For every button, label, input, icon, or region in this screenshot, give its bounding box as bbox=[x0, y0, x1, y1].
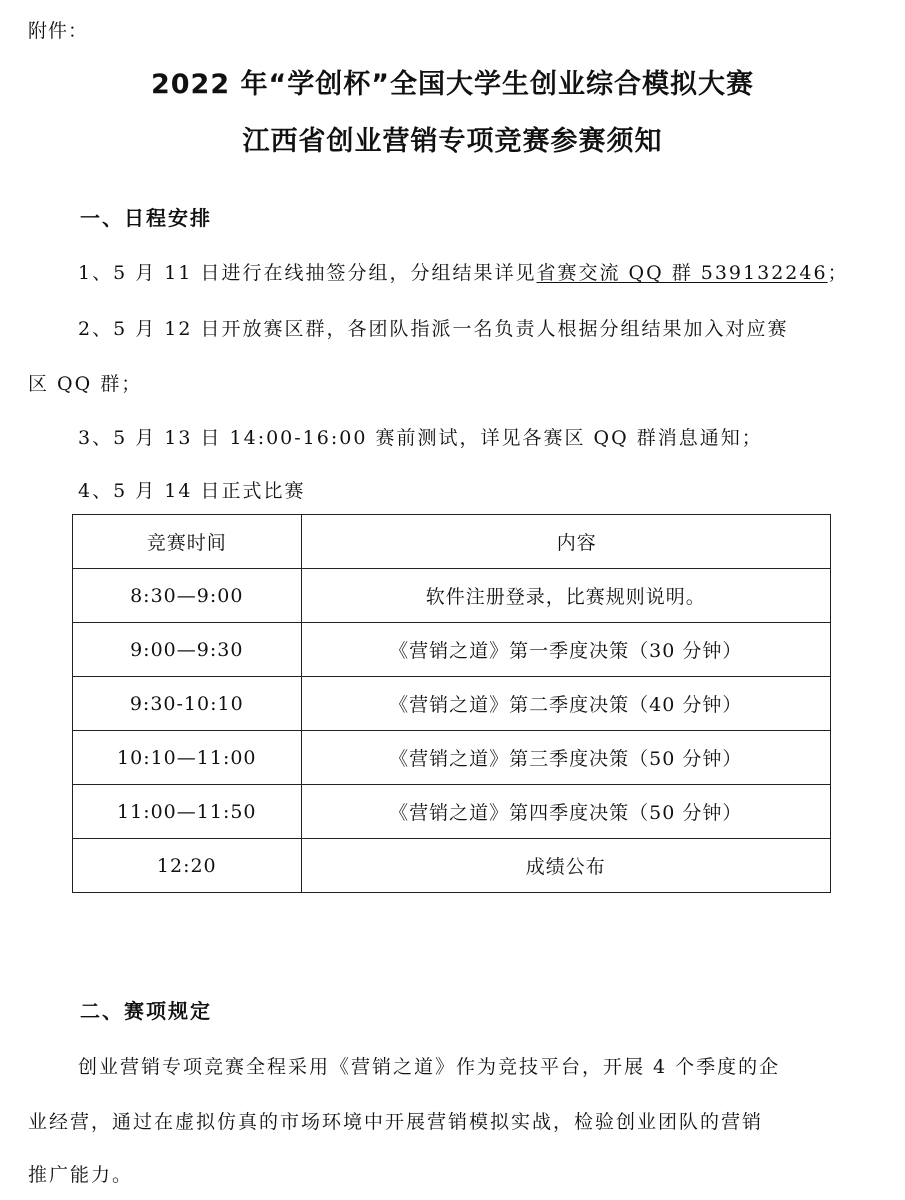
table-header-content: 内容 bbox=[301, 515, 830, 569]
table-cell-time: 9:00—9:30 bbox=[73, 623, 302, 677]
table-cell-time: 10:10—11:00 bbox=[73, 731, 302, 785]
schedule-item-1-prefix: 1、5 月 11 日进行在线抽签分组，分组结果详见 bbox=[78, 262, 537, 284]
table-row bbox=[73, 839, 831, 893]
table-cell-time: 11:00—11:50 bbox=[73, 785, 302, 839]
schedule-item-4: 4、5 月 14 日正式比赛 bbox=[78, 480, 306, 502]
attachment-label: 附件： bbox=[28, 20, 89, 42]
document-title-line-1: 2022 年“学创杯”全国大学生创业综合模拟大赛 bbox=[150, 69, 755, 100]
table-row bbox=[73, 623, 831, 677]
table-cell-time: 9:30-10:10 bbox=[73, 677, 302, 731]
section-heading-rules: 二、赛项规定 bbox=[80, 999, 212, 1023]
table-header-time: 竞赛时间 bbox=[73, 515, 302, 569]
table-cell-content: 《营销之道》第三季度决策（50 分钟） bbox=[301, 731, 830, 785]
table-cell-content: 《营销之道》第二季度决策（40 分钟） bbox=[301, 677, 830, 731]
schedule-item-2-line-2: 区 QQ 群； bbox=[28, 373, 143, 395]
document-title-line-2: 江西省创业营销专项竞赛参赛须知 bbox=[242, 126, 663, 157]
table-cell-time: 12:20 bbox=[73, 839, 302, 893]
table-cell-content: 《营销之道》第四季度决策（50 分钟） bbox=[301, 785, 830, 839]
table-row bbox=[73, 785, 831, 839]
schedule-table bbox=[72, 514, 831, 893]
rules-paragraph-line-2: 业经营，通过在虚拟仿真的市场环境中开展营销模拟实战，检验创业团队的营销 bbox=[28, 1111, 764, 1133]
table-cell-content: 软件注册登录，比赛规则说明。 bbox=[301, 569, 830, 623]
table-row bbox=[73, 677, 831, 731]
table-row bbox=[73, 731, 831, 785]
schedule-item-3: 3、5 月 13 日 14:00-16:00 赛前测试，详见各赛区 QQ 群消息通知； bbox=[78, 427, 763, 449]
qq-group-link: 省赛交流 QQ 群 539132246 bbox=[536, 262, 828, 284]
schedule-item-2-line-1: 2、5 月 12 日开放赛区群，各团队指派一名负责人根据分组结果加入对应赛 bbox=[78, 318, 789, 340]
table-cell-content: 成绩公布 bbox=[301, 839, 830, 893]
rules-paragraph-line-3: 推广能力。 bbox=[28, 1164, 134, 1186]
table-header-row bbox=[73, 515, 831, 569]
schedule-item-1 bbox=[78, 258, 905, 285]
schedule-item-1-suffix: ； bbox=[827, 262, 849, 284]
table-cell-content: 《营销之道》第一季度决策（30 分钟） bbox=[301, 623, 830, 677]
rules-paragraph-line-1: 创业营销专项竞赛全程采用《营销之道》作为竞技平台，开展 4 个季度的企 bbox=[78, 1056, 781, 1078]
table-row bbox=[73, 569, 831, 623]
section-heading-schedule: 一、日程安排 bbox=[80, 206, 212, 230]
table-cell-time: 8:30—9:00 bbox=[73, 569, 302, 623]
